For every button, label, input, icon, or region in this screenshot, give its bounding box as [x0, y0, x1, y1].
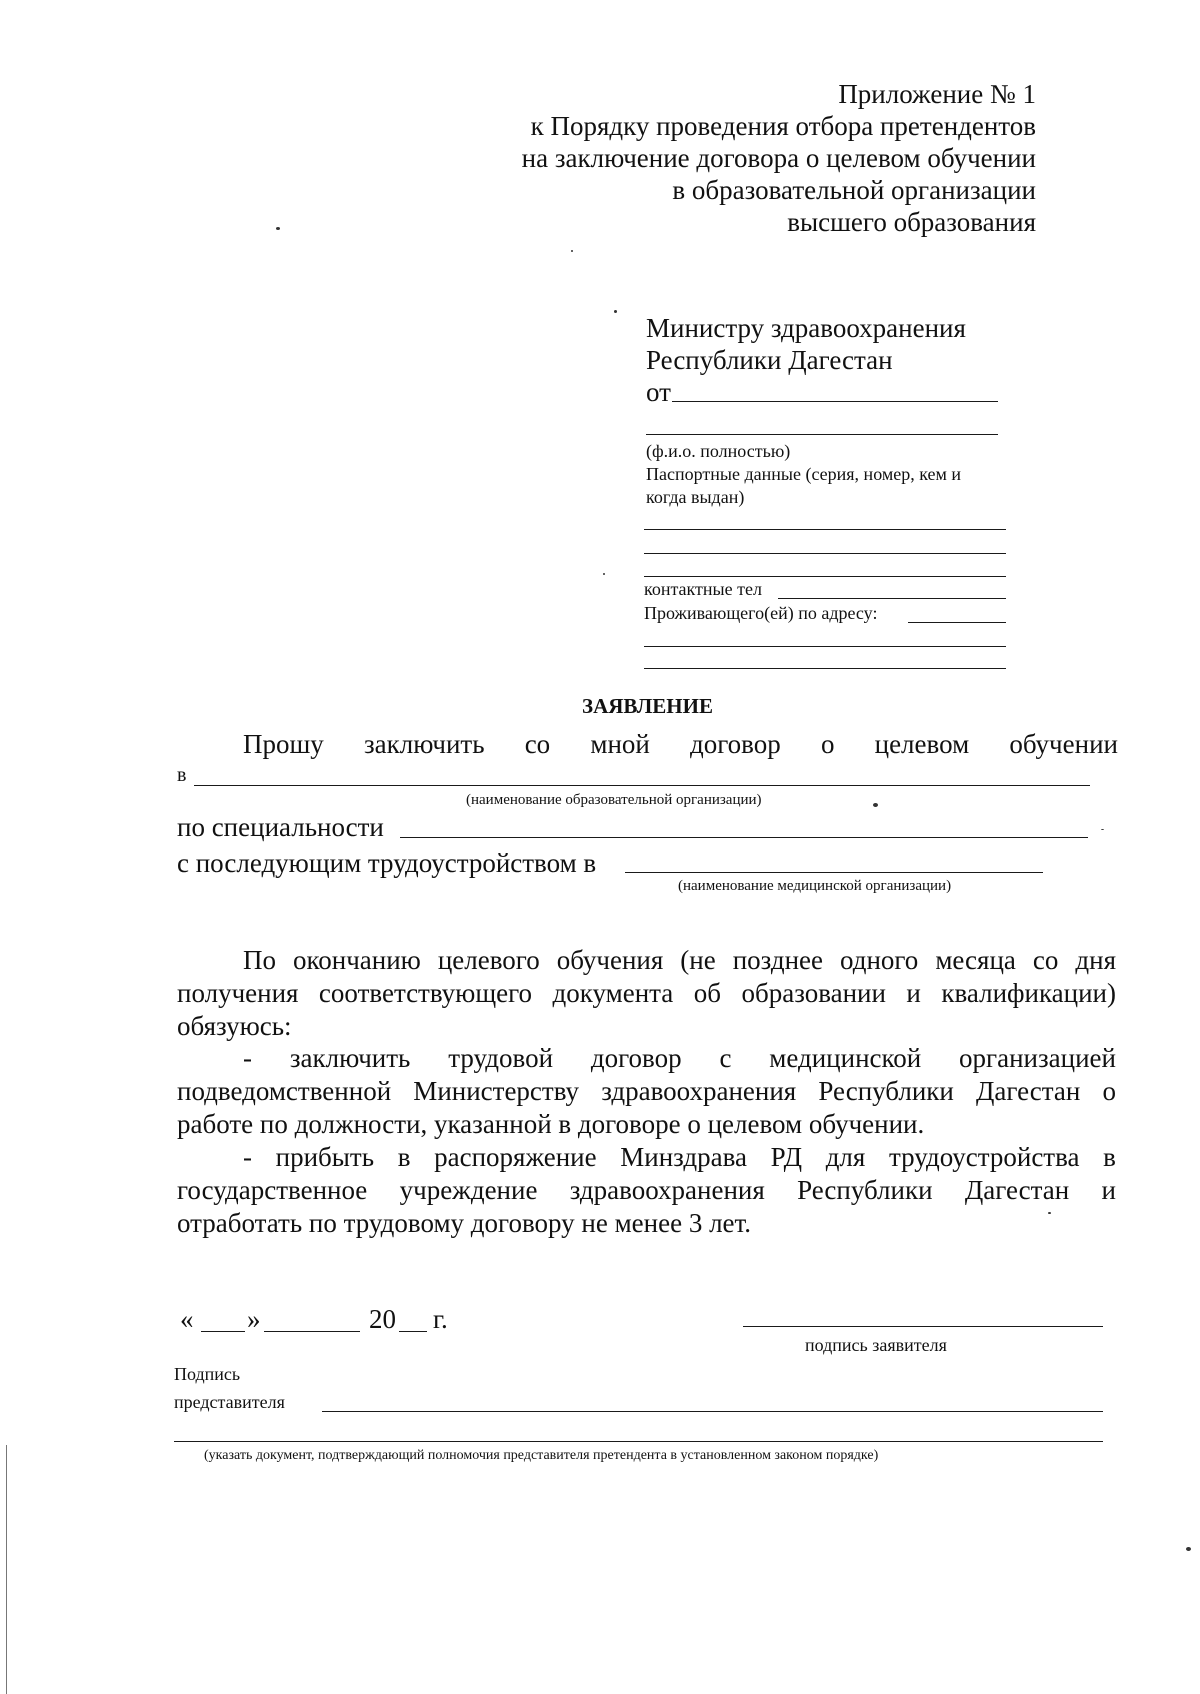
medical-org-hint: (наименование медицинской организации) — [678, 878, 952, 894]
fio-field[interactable] — [646, 434, 998, 435]
obligation-word: с — [719, 1043, 732, 1073]
scan-speck — [1048, 1212, 1051, 1214]
request-word: обучении — [1009, 729, 1118, 759]
obligation-item-line — [177, 1174, 1116, 1206]
obligation-word: и — [1101, 1175, 1116, 1205]
obligation-word: медицинской — [769, 1043, 922, 1073]
date-month-field[interactable] — [264, 1331, 360, 1332]
appendix-line: к Порядку проведения отбора претендентов — [530, 111, 1036, 141]
passport-field[interactable] — [644, 553, 1006, 554]
obligation-word: заключить — [289, 1043, 411, 1073]
obligation-word: здравоохранения — [569, 1175, 765, 1205]
appendix-line: на заключение договора о целевом обучении — [521, 143, 1036, 173]
obligation-item-line — [243, 1141, 1116, 1173]
obligation-word: трудовой — [448, 1043, 554, 1073]
obligation-word: - — [243, 1043, 252, 1073]
education-org-hint: (наименование образовательной организации) — [466, 792, 762, 808]
obligation-word: - — [243, 1142, 252, 1172]
obligation-text: получения соответствующего документа об образовании и квалификации) — [177, 978, 1116, 1008]
appendix-line: в образовательной организации — [672, 175, 1036, 205]
phone-label: контактные тел — [644, 579, 762, 599]
obligation-text: обязуюсь: — [177, 1011, 292, 1041]
scan-speck — [1101, 829, 1104, 830]
passport-label: когда выдан) — [646, 487, 745, 507]
obligation-word: прибыть — [275, 1142, 375, 1172]
addressee-line: Министру здравоохранения — [646, 313, 966, 343]
in-label: в — [177, 764, 187, 786]
obligation-word: Минздрава — [620, 1142, 747, 1172]
obligation-word: договор — [590, 1043, 682, 1073]
document-title: ЗАЯВЛЕНИЕ — [582, 694, 713, 718]
representative-label: представителя — [174, 1392, 285, 1412]
specialty-field[interactable] — [400, 837, 1088, 838]
representative-document-field[interactable] — [174, 1441, 1103, 1442]
scan-speck — [603, 573, 605, 575]
representative-signature-field[interactable] — [322, 1411, 1103, 1412]
request-word: целевом — [874, 729, 970, 759]
request-line — [243, 728, 1118, 760]
scan-speck — [276, 227, 280, 230]
obligation-word: в — [397, 1142, 411, 1172]
obligation-word: учреждение — [399, 1175, 538, 1205]
obligation-word: РД — [770, 1142, 803, 1172]
applicant-signature-hint: подпись заявителя — [805, 1335, 947, 1355]
address-field[interactable] — [644, 646, 1006, 647]
representative-label: Подпись — [174, 1364, 241, 1384]
obligation-text: По окончанию целевого обучения (не позднее одного месяца со дня — [243, 945, 1116, 975]
obligation-item-line — [243, 1042, 1116, 1074]
appendix-number: Приложение № 1 — [838, 79, 1036, 109]
from-label: от — [646, 377, 671, 407]
education-org-field[interactable] — [194, 785, 1090, 786]
representative-document-hint: (указать документ, подтверждающий полномочия представителя претендента в установленном законом порядке) — [204, 1448, 879, 1463]
applicant-signature-field[interactable] — [743, 1326, 1103, 1327]
specialty-label: по специальности — [177, 812, 384, 842]
request-word: о — [820, 729, 835, 759]
from-field[interactable] — [672, 401, 998, 402]
obligation-text: работе по должности, указанной в договоре о целевом обучении. — [177, 1109, 925, 1139]
obligation-word: Дагестан — [964, 1175, 1070, 1205]
scan-speck — [614, 310, 617, 313]
addressee-line: Республики Дагестан — [646, 345, 893, 375]
passport-field[interactable] — [644, 576, 1006, 577]
fio-hint: (ф.и.о. полностью) — [646, 441, 791, 461]
obligation-word: государственное — [177, 1175, 368, 1205]
date-year-field[interactable] — [399, 1331, 427, 1332]
request-word: заключить — [363, 729, 485, 759]
address-field[interactable] — [908, 622, 1006, 623]
obligation-word: Республики — [797, 1175, 933, 1205]
employment-label: с последующим трудоустройством в — [177, 848, 597, 878]
passport-label: Паспортные данные (серия, номер, кем и — [646, 464, 962, 484]
request-word: мной — [590, 729, 650, 759]
passport-field[interactable] — [644, 529, 1006, 530]
date-close-quote: » — [247, 1304, 261, 1334]
date-day-field[interactable] — [201, 1331, 245, 1332]
scan-speck — [571, 250, 573, 252]
date-open-quote: « — [180, 1304, 194, 1334]
appendix-line: высшего образования — [787, 207, 1036, 237]
obligation-word: для — [825, 1142, 866, 1172]
obligation-word: трудоустройства — [888, 1142, 1080, 1172]
obligation-text: подведомственной Министерству здравоохранения Республики Дагестан о — [177, 1076, 1116, 1106]
address-label: Проживающего(ей) по адресу: — [644, 603, 878, 623]
obligation-text: отработать по трудовому договору не менее 3 лет. — [177, 1208, 752, 1238]
date-year-prefix: 20 — [369, 1304, 396, 1334]
request-word: со — [524, 729, 551, 759]
scan-edge-line — [6, 1445, 7, 1694]
date-year-suffix: г. — [433, 1304, 448, 1334]
medical-org-field[interactable] — [625, 872, 1043, 873]
address-field[interactable] — [644, 668, 1006, 669]
request-word: договор — [690, 729, 781, 759]
obligation-word: организацией — [959, 1043, 1116, 1073]
obligation-word: распоряжение — [434, 1142, 597, 1172]
phone-field[interactable] — [778, 598, 1006, 599]
obligation-word: в — [1103, 1142, 1116, 1172]
scan-speck — [873, 803, 878, 807]
scan-speck — [1186, 1547, 1191, 1551]
request-word: Прошу — [243, 729, 324, 759]
